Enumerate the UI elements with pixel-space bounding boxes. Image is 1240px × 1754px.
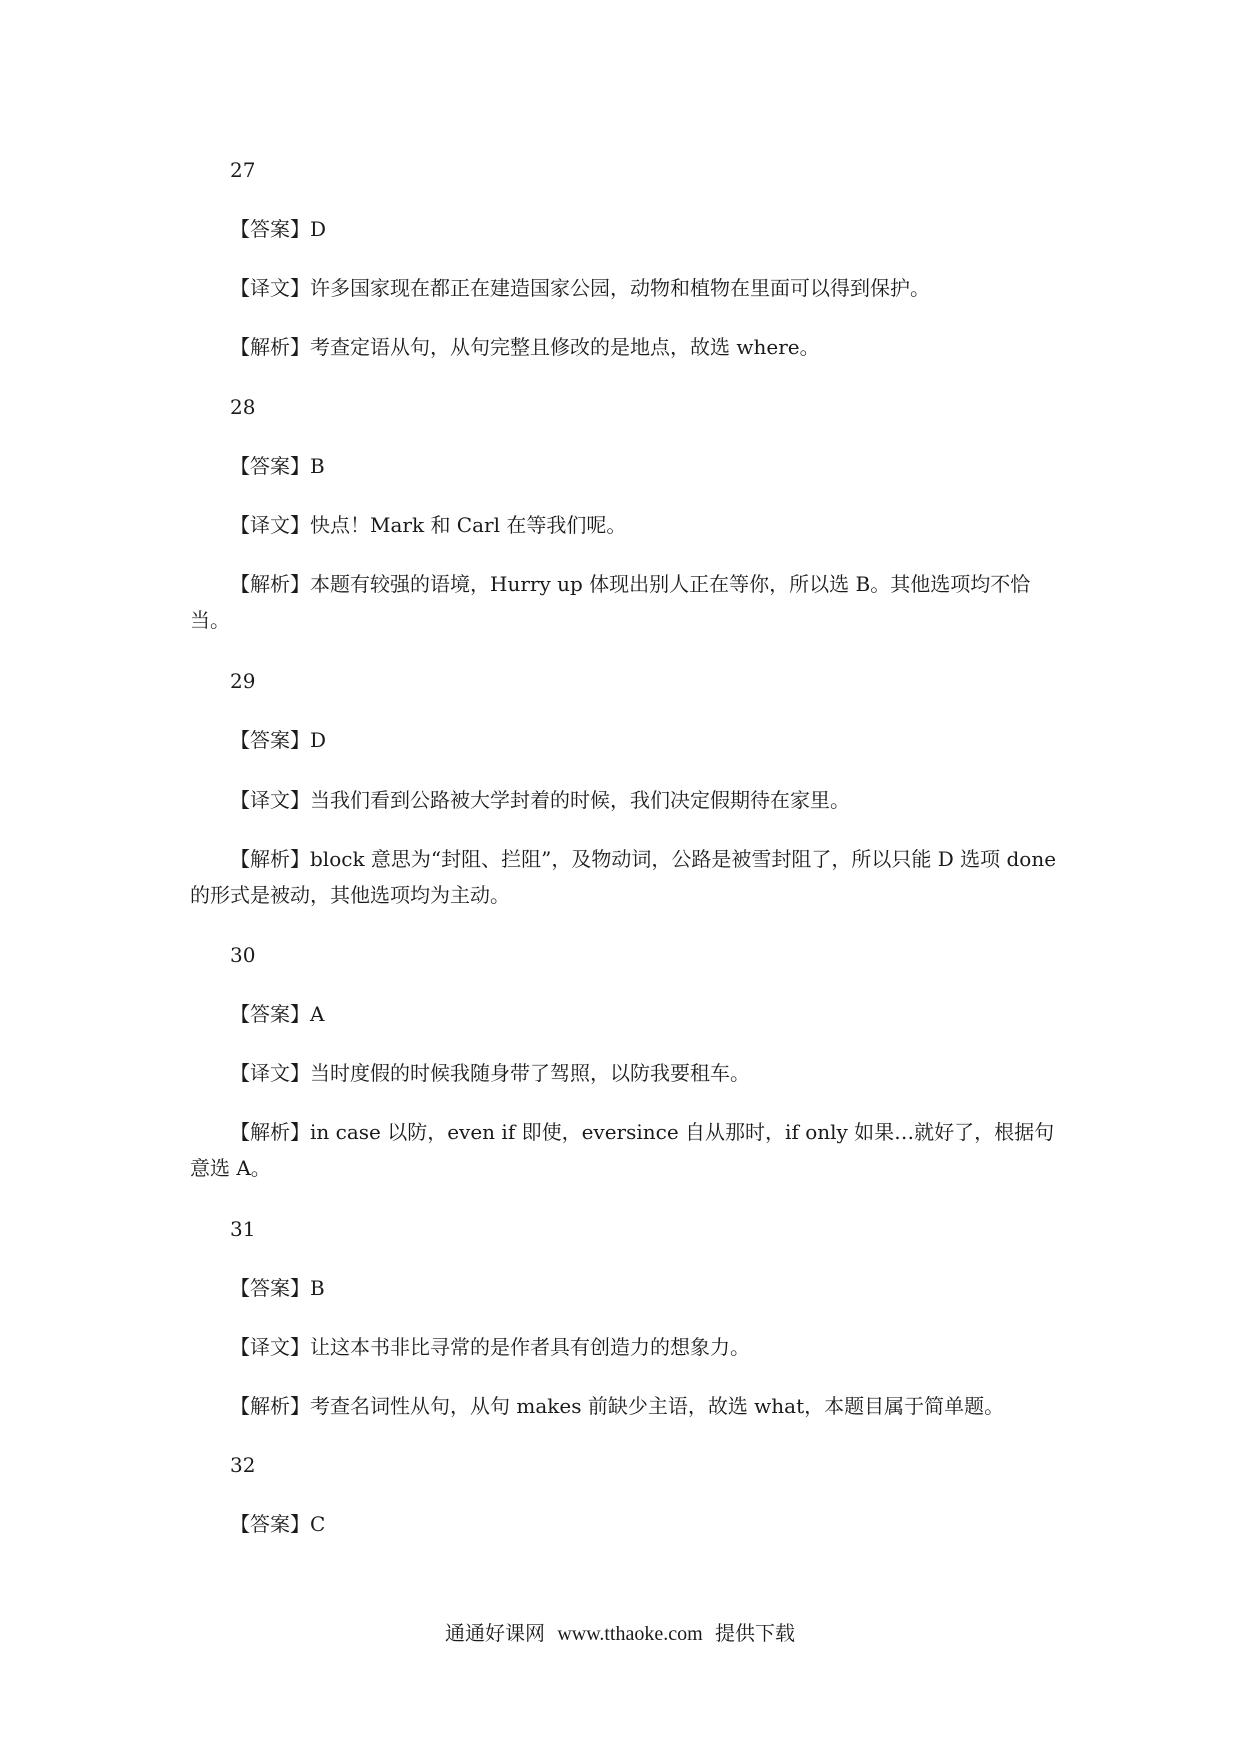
- answer-line: 【答案】D: [230, 728, 327, 752]
- question-number: 32: [230, 1453, 256, 1477]
- page-footer: [0, 1618, 1240, 1649]
- analysis-line: 【解析】block 意思为“封阻、拦阻”，及物动词，公路是被雪封阻了，所以只能 D 选项 done 的形式是被动，其他选项均为主动。: [190, 847, 1057, 907]
- answer-line: 【答案】B: [230, 454, 325, 478]
- question-number: 30: [230, 943, 256, 967]
- footer-site-name: 通通好课网: [444, 1621, 545, 1645]
- translation-line: 【译文】让这本书非比寻常的是作者具有创造力的想象力。: [230, 1335, 750, 1359]
- analysis-line: 【解析】in case 以防，even if 即使，eversince 自从那时，if only 如果…就好了，根据句意选 A。: [190, 1120, 1055, 1180]
- question-number: 27: [230, 158, 256, 182]
- analysis-line: 【解析】本题有较强的语境，Hurry up 体现出别人正在等你，所以选 B。其他选项均不恰当。: [190, 572, 1031, 632]
- question-number: 28: [230, 395, 256, 419]
- translation-line: 【译文】许多国家现在都正在建造国家公园，动物和植物在里面可以得到保护。: [230, 276, 930, 300]
- answer-line: 【答案】B: [230, 1276, 325, 1300]
- translation-line: 【译文】当我们看到公路被大学封着的时候，我们决定假期待在家里。: [230, 788, 850, 812]
- answer-line: 【答案】A: [230, 1002, 325, 1026]
- question-number: 29: [230, 669, 256, 693]
- question-number: 31: [230, 1217, 256, 1241]
- translation-line: 【译文】当时度假的时候我随身带了驾照，以防我要租车。: [230, 1061, 750, 1085]
- footer-download-note: 提供下载: [715, 1621, 796, 1645]
- analysis-line: 【解析】考查定语从句，从句完整且修改的是地点，故选 where。: [230, 335, 820, 359]
- footer-url[interactable]: www.tthaoke.com: [557, 1623, 703, 1645]
- answer-line: 【答案】C: [230, 1512, 326, 1536]
- translation-line: 【译文】快点！Mark 和 Carl 在等我们呢。: [230, 513, 627, 537]
- analysis-line: 【解析】考查名词性从句，从句 makes 前缺少主语，故选 what，本题目属于简单题。: [230, 1394, 1005, 1418]
- answer-line: 【答案】D: [230, 217, 327, 241]
